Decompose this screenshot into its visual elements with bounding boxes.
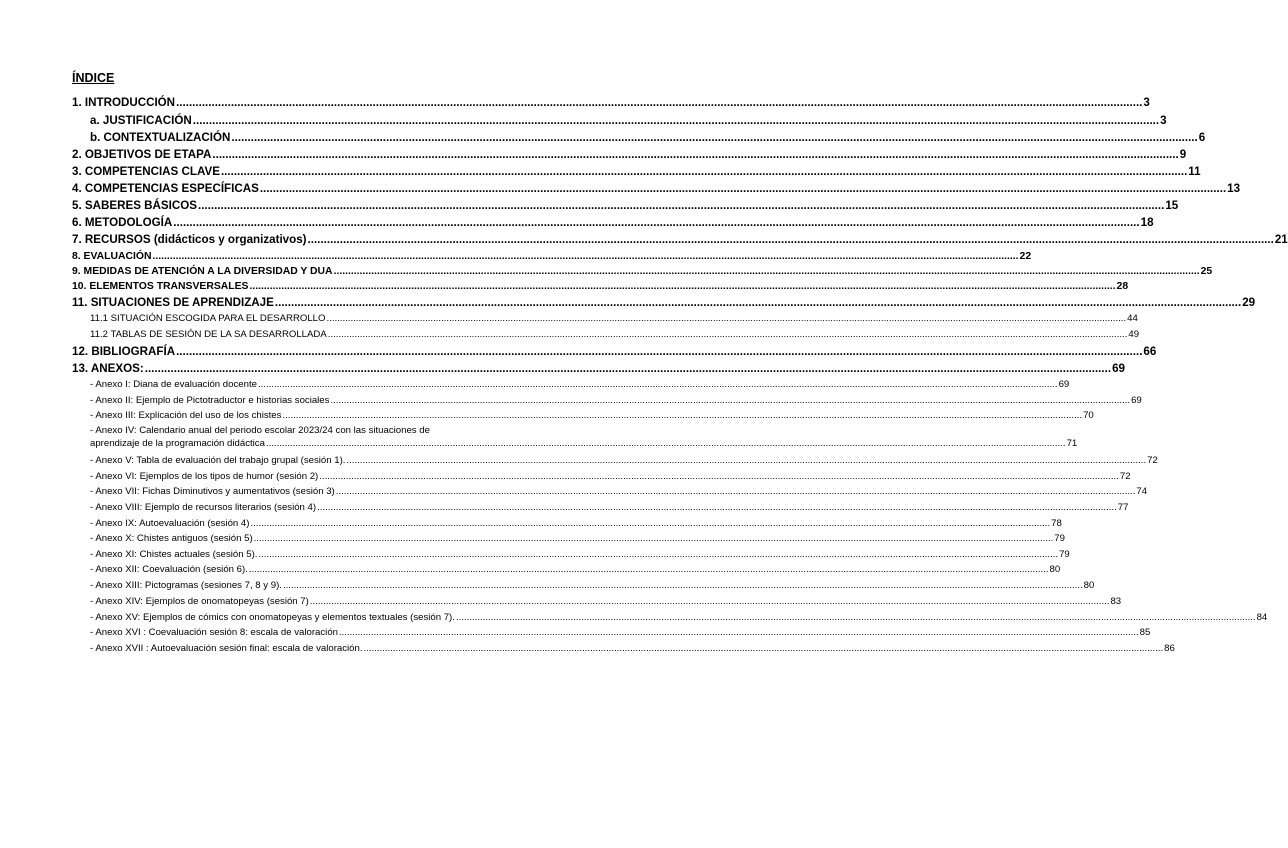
toc-entry-label: a. JUSTIFICACIÓN xyxy=(90,114,192,127)
annex-entry[interactable] xyxy=(90,596,1122,607)
toc-entry[interactable] xyxy=(72,266,1213,277)
toc-entry[interactable] xyxy=(72,216,1154,229)
annex-page: 69 xyxy=(1058,379,1070,390)
annex-label: - Anexo XVI : Coevaluación sesión 8: escala de valoración xyxy=(90,627,338,638)
annex-label: - Anexo I: Diana de evaluación docente xyxy=(90,379,257,390)
toc-entry-page: 3 xyxy=(1143,96,1150,109)
toc-entry-page: 44 xyxy=(1127,313,1138,324)
toc-entry-label: 1. INTRODUCCIÓN xyxy=(72,96,176,109)
toc-entry-label: b. CONTEXTUALIZACIÓN xyxy=(90,131,231,144)
toc-entry[interactable] xyxy=(90,313,1138,324)
dot-leader: ............................................................................................................................................................................................................................................................................................................ xyxy=(346,455,1147,466)
toc-entry[interactable] xyxy=(72,345,1157,358)
annex-label-line xyxy=(90,437,1078,450)
annex-entry[interactable] xyxy=(90,549,1070,560)
dot-leader: ............................................................................................................................................................................................................................................................................................................ xyxy=(363,643,1164,654)
dot-leader: ............................................................................................................................................................................................................................................................................................................ xyxy=(333,266,1200,277)
annex-entry[interactable] xyxy=(90,643,1175,654)
annex-page: 77 xyxy=(1117,502,1129,513)
annex-entry[interactable] xyxy=(90,612,1268,623)
toc-entry[interactable] xyxy=(72,199,1179,212)
toc-entry-page: 21 xyxy=(1274,233,1288,246)
annex-page: 79 xyxy=(1059,549,1070,560)
annex-entry[interactable] xyxy=(90,627,1151,638)
annex-page: 80 xyxy=(1083,580,1095,591)
dot-leader: ............................................................................................................................................................................................................................................................................................................ xyxy=(176,345,1143,358)
annex-page: 69 xyxy=(1131,395,1142,406)
annex-page: 72 xyxy=(1147,455,1158,466)
annex-entry[interactable] xyxy=(90,379,1070,390)
dot-leader: ............................................................................................................................................................................................................................................................................................................ xyxy=(282,410,1083,421)
dot-leader: ............................................................................................................................................................................................................................................................................................................ xyxy=(307,233,1274,246)
dot-leader: ............................................................................................................................................................................................................................................................................................................ xyxy=(250,518,1051,529)
annex-entry[interactable] xyxy=(90,424,1078,450)
toc-entry[interactable] xyxy=(72,362,1125,375)
toc-entry-label: 9. MEDIDAS DE ATENCIÓN A LA DIVERSIDAD Y DUA xyxy=(72,266,333,277)
dot-leader: ............................................................................................................................................................................................................................................................................................................ xyxy=(455,612,1256,623)
toc-entry-label: 11.2 TABLAS DE SESIÓN DE LA SA DESARROLLADA xyxy=(90,329,327,340)
dot-leader: ............................................................................................................................................................................................................................................................................................................ xyxy=(335,486,1136,497)
toc-entry-page: 3 xyxy=(1160,114,1167,127)
annex-label: aprendizaje de la programación didáctica xyxy=(90,438,265,449)
toc-entry-label: 11.1 SITUACIÓN ESCOGIDA PARA EL DESARROLLO xyxy=(90,313,326,324)
annex-label: - Anexo IX: Autoevaluación (sesión 4) xyxy=(90,518,250,529)
toc-entry-page: 18 xyxy=(1140,216,1154,229)
dot-leader: ............................................................................................................................................................................................................................................................................................................ xyxy=(258,549,1059,560)
toc-entry[interactable] xyxy=(72,296,1256,309)
toc-entry[interactable] xyxy=(72,251,1032,262)
toc-entry-page: 69 xyxy=(1112,362,1125,375)
annex-page: 85 xyxy=(1139,627,1151,638)
dot-leader: ............................................................................................................................................................................................................................................................................................................ xyxy=(259,182,1227,195)
dot-leader: ............................................................................................................................................................................................................................................................................................................ xyxy=(327,329,1128,340)
annex-label: - Anexo XII: Coevaluación (sesión 6). xyxy=(90,564,248,575)
dot-leader: ............................................................................................................................................................................................................................................................................................................ xyxy=(265,438,1066,449)
toc-entry-label: 8. EVALUACIÓN xyxy=(72,251,152,262)
annex-label: - Anexo IV: Calendario anual del periodo escolar 2023/24 con las situaciones de xyxy=(90,425,430,436)
toc-entry[interactable] xyxy=(72,182,1241,195)
dot-leader: ............................................................................................................................................................................................................................................................................................................ xyxy=(173,216,1140,229)
toc-entry-page: 66 xyxy=(1143,345,1157,358)
toc-entry-page: 22 xyxy=(1019,251,1032,262)
annex-page: 84 xyxy=(1256,612,1268,623)
toc-entry-page: 25 xyxy=(1200,266,1213,277)
toc-entry[interactable] xyxy=(90,114,1167,127)
toc-entry[interactable] xyxy=(90,131,1206,144)
annex-label: - Anexo XV: Ejemplos de cómics con onomatopeyas y elementos textuales (sesión 7). xyxy=(90,612,455,623)
annex-entry[interactable] xyxy=(90,471,1131,482)
dot-leader: ............................................................................................................................................................................................................................................................................................................ xyxy=(249,281,1116,292)
annex-label: - Anexo X: Chistes antiguos (sesión 5) xyxy=(90,533,253,544)
dot-leader: ............................................................................................................................................................................................................................................................................................................ xyxy=(144,362,1112,375)
annex-page: 79 xyxy=(1054,533,1065,544)
toc-entry[interactable] xyxy=(72,148,1187,161)
annex-page: 86 xyxy=(1164,643,1175,654)
toc-entry-page: 49 xyxy=(1128,329,1140,340)
toc-entry-label: 10. ELEMENTOS TRANSVERSALES xyxy=(72,281,249,292)
dot-leader: ............................................................................................................................................................................................................................................................................................................ xyxy=(319,471,1119,482)
dot-leader: ............................................................................................................................................................................................................................................................................................................ xyxy=(231,131,1198,144)
annex-entry[interactable] xyxy=(90,580,1095,591)
annex-label: - Anexo VI: Ejemplos de los tipos de humor (sesión 2) xyxy=(90,471,319,482)
toc-entry-label: 3. COMPETENCIAS CLAVE xyxy=(72,165,220,178)
annex-label: - Anexo V: Tabla de evaluación del trabajo grupal (sesión 1). xyxy=(90,455,346,466)
annex-page: 83 xyxy=(1110,596,1122,607)
dot-leader: ............................................................................................................................................................................................................................................................................................................ xyxy=(326,313,1127,324)
toc-entry-page: 29 xyxy=(1242,296,1256,309)
annex-entry[interactable] xyxy=(90,533,1065,544)
annex-label: - Anexo XIII: Pictogramas (sesiones 7, 8 y 9). xyxy=(90,580,282,591)
dot-leader: ............................................................................................................................................................................................................................................................................................................ xyxy=(274,296,1242,309)
annex-entry[interactable] xyxy=(90,486,1148,497)
annex-label: - Anexo II: Ejemplo de Pictotraductor e historias sociales xyxy=(90,395,330,406)
toc-entry-label: 6. METODOLOGÍA xyxy=(72,216,173,229)
toc-entry-label: 13. ANEXOS: xyxy=(72,362,144,375)
annex-entry[interactable] xyxy=(90,395,1142,406)
annex-label: - Anexo XIV: Ejemplos de onomatopeyas (sesión 7) xyxy=(90,596,309,607)
toc-entry-page: 11 xyxy=(1188,165,1201,178)
dot-leader: ............................................................................................................................................................................................................................................................................................................ xyxy=(220,165,1188,178)
dot-leader: ............................................................................................................................................................................................................................................................................................................ xyxy=(192,114,1160,127)
dot-leader: ............................................................................................................................................................................................................................................................................................................ xyxy=(197,199,1165,212)
toc-entry-page: 28 xyxy=(1116,281,1129,292)
toc-entry-page: 6 xyxy=(1198,131,1206,144)
annex-page: 70 xyxy=(1083,410,1094,421)
toc-entry-page: 15 xyxy=(1165,199,1179,212)
page-title: ÍNDICE xyxy=(72,71,115,85)
annex-label: - Anexo III: Explicación del uso de los chistes xyxy=(90,410,282,421)
annex-entry[interactable] xyxy=(90,455,1158,466)
toc-entry[interactable] xyxy=(90,329,1140,340)
toc-entry[interactable] xyxy=(72,165,1201,178)
dot-leader: ............................................................................................................................................................................................................................................................................................................ xyxy=(152,251,1019,262)
toc-entry-label: 7. RECURSOS (didácticos y organizativos) xyxy=(72,233,307,246)
dot-leader: ............................................................................................................................................................................................................................................................................................................ xyxy=(257,379,1058,390)
toc-entry-label: 11. SITUACIONES DE APRENDIZAJE xyxy=(72,296,274,309)
dot-leader: ............................................................................................................................................................................................................................................................................................................ xyxy=(212,148,1179,161)
dot-leader: ............................................................................................................................................................................................................................................................................................................ xyxy=(176,96,1143,109)
annex-entry[interactable] xyxy=(90,564,1061,575)
annex-page: 71 xyxy=(1066,438,1078,449)
toc-entry-label: 12. BIBLIOGRAFÍA xyxy=(72,345,176,358)
toc-entry-page: 13 xyxy=(1227,182,1241,195)
dot-leader: ............................................................................................................................................................................................................................................................................................................ xyxy=(253,533,1054,544)
toc-entry-label: 2. OBJETIVOS DE ETAPA xyxy=(72,148,212,161)
toc-entry-label: 5. SABERES BÁSICOS xyxy=(72,199,197,212)
dot-leader: ............................................................................................................................................................................................................................................................................................................ xyxy=(339,627,1139,638)
toc-entry[interactable] xyxy=(72,96,1150,109)
toc-entry-page: 9 xyxy=(1179,148,1187,161)
annex-entry[interactable] xyxy=(90,518,1062,529)
dot-leader: ............................................................................................................................................................................................................................................................................................................ xyxy=(309,596,1110,607)
annex-page: 72 xyxy=(1119,471,1131,482)
annex-label: - Anexo VIII: Ejemplo de recursos literarios (sesión 4) xyxy=(90,502,317,513)
toc-entry[interactable] xyxy=(72,233,1288,246)
annex-label-line xyxy=(90,424,527,437)
dot-leader: ............................................................................................................................................................................................................................................................................................................ xyxy=(282,580,1083,591)
toc-entry[interactable] xyxy=(72,281,1129,292)
annex-entry[interactable] xyxy=(90,502,1129,513)
dot-leader: ............................................................................................................................................................................................................................................................................................................ xyxy=(248,564,1049,575)
annex-label: - Anexo VII: Fichas Diminutivos y aumentativos (sesión 3) xyxy=(90,486,335,497)
annex-page: 74 xyxy=(1136,486,1148,497)
annex-entry[interactable] xyxy=(90,410,1094,421)
dot-leader: ............................................................................................................................................................................................................................................................................................................ xyxy=(330,395,1131,406)
annex-label: - Anexo XI: Chistes actuales (sesión 5). xyxy=(90,549,258,560)
annex-page: 78 xyxy=(1051,518,1062,529)
annex-label: - Anexo XVII : Autoevaluación sesión final: escala de valoración. xyxy=(90,643,363,654)
dot-leader: ............................................................................................................................................................................................................................................................................................................ xyxy=(317,502,1117,513)
annex-page: 80 xyxy=(1049,564,1061,575)
toc-entry-label: 4. COMPETENCIAS ESPECÍFICAS xyxy=(72,182,259,195)
